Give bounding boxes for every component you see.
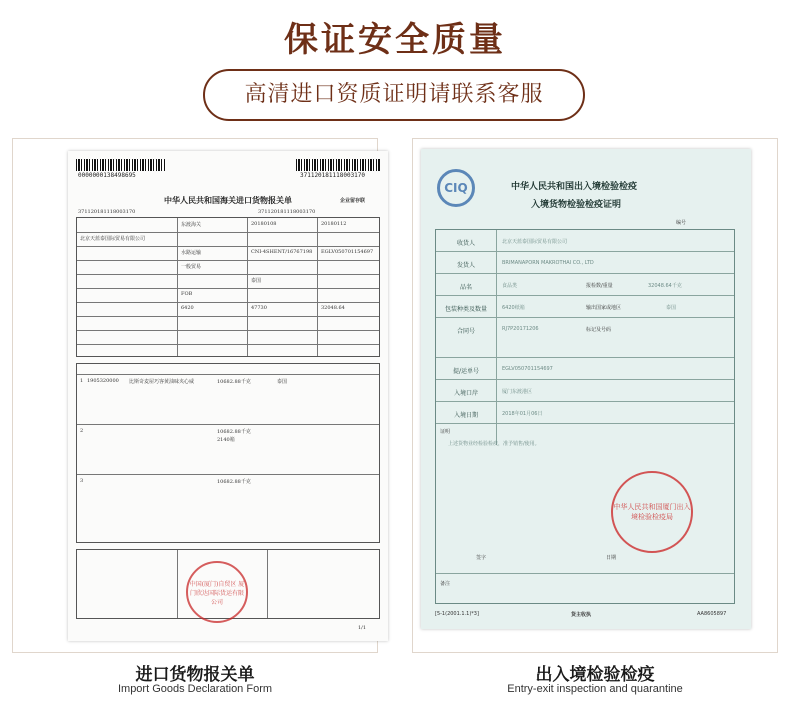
customs-copy-label: 企业留存联 [340,198,366,204]
customs-pre-entry-no: 371120181118003170 [78,209,136,215]
cert-origin-value: 泰国 [666,305,677,311]
cert-footer-form-no: [5-1(2001.1.1)*3] [435,611,479,617]
cert-footer-serial: AA8605897 [697,611,727,617]
caption-right-en: Entry-exit inspection and quarantine [507,683,683,695]
cert-invoice-value: EGLV050701154697 [502,366,553,372]
customs-consignee: 北京天蓝泰国际贸易有限公司 [80,236,146,242]
customs-document-frame [12,138,378,653]
caption-left-en: Import Goods Declaration Form [117,683,273,695]
customs-import-date: 20180108 [251,221,277,227]
cert-proof-text: 上述货物业经检验检疫，准予销售/使用。 [448,441,540,447]
cert-entry-port-value: 厦门东渡港区 [502,389,533,395]
barcode-left-number: 0000000138498695 [78,172,136,179]
cert-invoice-label: 提/运单号 [452,368,480,375]
cert-proof-label: 证明 [440,429,451,435]
cert-entry-port-label: 入境口岸 [453,390,478,397]
barcode-right [296,159,380,171]
cert-shipper-value: BRIMANAPORN MAKROTHAI CO., LTD [502,260,594,266]
page-title: 保证安全质量 [284,20,506,60]
customs-red-stamp [186,561,248,623]
cert-number-label: 编号 [676,220,687,226]
customs-header-grid [76,217,380,357]
customs-item-name: 比斯奇麦屋巧客黄油味夹心威 [129,379,195,385]
cert-pack-value: 6420纸箱 [502,305,525,311]
cert-entry-date-value: 2018年01月06日 [502,411,543,417]
cert-goods-label: 品名 [459,284,472,291]
cert-origin-label: 输出国家或地区 [586,305,622,311]
cert-contract-value: RJ7P20171206 [502,326,539,332]
customs-item-qty: 10682.88千克 [217,379,251,385]
cert-document-frame [412,138,778,653]
barcode-right-number: 371120181118003170 [300,172,366,179]
cert-consignee-value: 北京天蓝泰国际贸易有限公司 [502,239,568,245]
customs-entry-no: 371120181118003170 [258,209,316,215]
customs-item-no: 3 [80,478,84,484]
customs-terms: FOB [181,291,193,297]
customs-item-qty: 10682.88千克 [217,479,251,485]
cert-consignee-label: 收货人 [456,240,475,247]
customs-items-grid [76,363,380,543]
cert-title-2: 入境货物检验检疫证明 [531,200,622,210]
customs-country: 泰国 [251,278,262,284]
cert-entry-date-label: 入境日期 [453,412,478,419]
customs-net-weight: 32048.64 [321,305,345,311]
customs-item-hs: 1905320000 [87,378,119,384]
cert-signature-label: 签字 [476,555,487,561]
cert-marks-label: 标记及号码 [586,327,612,333]
customs-gross-weight: 47730 [251,305,267,311]
inspection-certificate-image [421,149,751,629]
customs-stamp-text: 中国(厦门)自贸区 厦门欣达国际货运有限公司 [189,580,245,606]
barcode-left [76,159,166,171]
customs-transport: 水路运输 [181,250,202,256]
caption-left-cn: 进口货物报关单 [135,665,255,685]
customs-item-boxes: 2140箱 [217,437,235,443]
customs-item-qty: 10682.88千克 [217,429,251,435]
customs-import-port: 东渡海关 [181,222,202,228]
cert-goods-value: 食品类 [502,283,518,289]
customs-page-number: 1/1 [358,625,367,631]
customs-trade-mode: 一般贸易 [181,264,202,270]
cert-date-label: 日期 [606,555,617,561]
cert-seal-text: 中华人民共和国厦门出入境检验检疫局 [613,503,691,521]
contact-service-pill[interactable]: 高清进口资质证明请联系客服 [203,69,585,121]
ciq-logo-text: CIQ [444,181,468,195]
cert-red-seal [611,471,693,553]
customs-packages: 6420 [181,305,194,311]
cert-shipper-label: 发货人 [456,262,475,269]
cert-pack-label: 包装种类及数量 [444,306,487,313]
customs-vessel: CNI-4SHENT/16767198 [251,249,313,255]
cert-qty-label: 报检数/重量 [586,283,613,289]
cert-contract-label: 合同号 [456,328,475,335]
cert-notes-label: 备注 [440,581,451,587]
customs-bill-no: EGLV050701154697 [321,249,374,255]
ciq-logo-icon [437,169,475,207]
caption-right-cn: 出入境检验检疫 [535,665,655,685]
customs-item-origin: 泰国 [277,379,288,385]
customs-item-no: 1 [80,378,84,384]
customs-item-no: 2 [80,428,84,434]
cert-footer-copy: 货主收执 [571,612,592,618]
customs-doc-title: 中华人民共和国海关进口货物报关单 [164,195,292,205]
cert-table [435,229,735,604]
customs-declaration-image [68,151,388,641]
cert-qty-value: 32048.64千克 [648,283,682,289]
customs-declare-date: 20180112 [321,221,347,227]
cert-title-1: 中华人民共和国出入境检验检疫 [511,182,638,192]
